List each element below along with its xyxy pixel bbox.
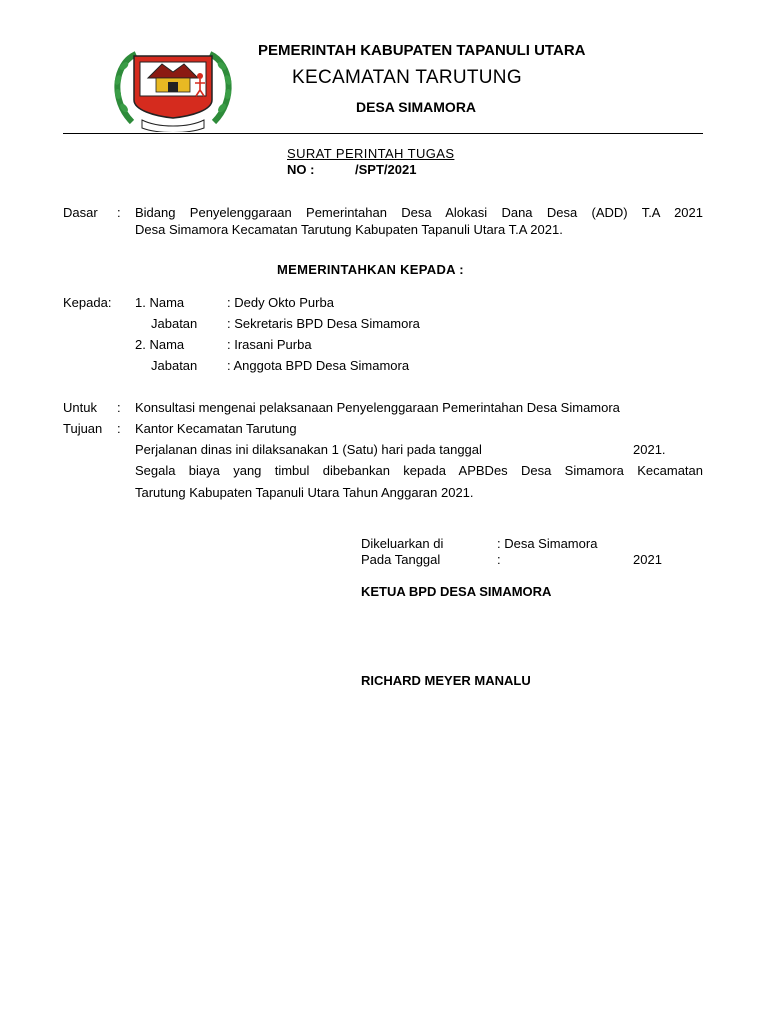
tujuan-text: Kantor Kecamatan Tarutung	[135, 421, 297, 436]
dikeluarkan-value: : Desa Simamora	[497, 536, 598, 551]
perjalanan-text: Perjalanan dinas ini dilaksanakan 1 (Satu) hari pada tanggal	[135, 442, 482, 457]
dasar-text-line-2: Desa Simamora Kecamatan Tarutung Kabupaten Tapanuli Utara T.A 2021.	[135, 222, 563, 237]
biaya-text-line-2: Tarutung Kabupaten Tapanuli Utara Tahun Anggaran 2021.	[135, 485, 474, 500]
letterhead-government: PEMERINTAH KABUPATEN TAPANULI UTARA	[258, 42, 586, 59]
letterhead-village: DESA SIMAMORA	[356, 99, 477, 115]
signatory-position: KETUA BPD DESA SIMAMORA	[361, 584, 552, 599]
person-2-nama-value: : Irasani Purba	[227, 337, 312, 352]
memerintahkan-heading: MEMERINTAHKAN KEPADA :	[277, 262, 464, 277]
person-2-jabatan-value: : Anggota BPD Desa Simamora	[227, 358, 410, 373]
kepada-label: Kepada:	[63, 295, 112, 310]
person-1-nama-label: 1. Nama	[135, 295, 185, 310]
letterhead-district: KECAMATAN TARUTUNG	[292, 67, 522, 88]
tanggal-label: Pada Tanggal	[361, 552, 441, 567]
tanggal-year: 2021	[633, 552, 662, 567]
perjalanan-year: 2021.	[633, 442, 666, 457]
person-1-jabatan-label: Jabatan	[151, 316, 198, 331]
dasar-label: Dasar	[63, 205, 98, 220]
untuk-label: Untuk	[63, 400, 97, 415]
document-number-label: NO :	[287, 162, 315, 177]
untuk-colon: :	[117, 400, 121, 415]
letterhead-divider	[63, 133, 703, 134]
tujuan-label: Tujuan	[63, 421, 103, 436]
tujuan-colon: :	[117, 421, 121, 436]
person-1-jabatan-value: : Sekretaris BPD Desa Simamora	[227, 316, 420, 331]
untuk-text: Konsultasi mengenai pelaksanaan Penyelenggaraan Pemerintahan Desa Simamora	[135, 400, 620, 415]
tanggal-colon: :	[497, 552, 501, 567]
document-title: SURAT PERINTAH TUGAS	[287, 146, 455, 161]
signatory-name: RICHARD MEYER MANALU	[361, 673, 531, 688]
biaya-text-line-1: Segala biaya yang timbul dibebankan kepada APBDes Desa Simamora Kecamatan	[135, 463, 703, 478]
dasar-text-line-1: Bidang Penyelenggaraan Pemerintahan Desa Alokasi Dana Desa (ADD) T.A 2021	[135, 205, 703, 220]
person-2-nama-label: 2. Nama	[135, 337, 185, 352]
tapanuli-utara-emblem-logo	[106, 42, 240, 132]
document-number-value: /SPT/2021	[355, 162, 417, 177]
dikeluarkan-label: Dikeluarkan di	[361, 536, 444, 551]
person-2-jabatan-label: Jabatan	[151, 358, 198, 373]
dasar-colon: :	[117, 205, 121, 220]
person-1-nama-value: : Dedy Okto Purba	[227, 295, 334, 310]
